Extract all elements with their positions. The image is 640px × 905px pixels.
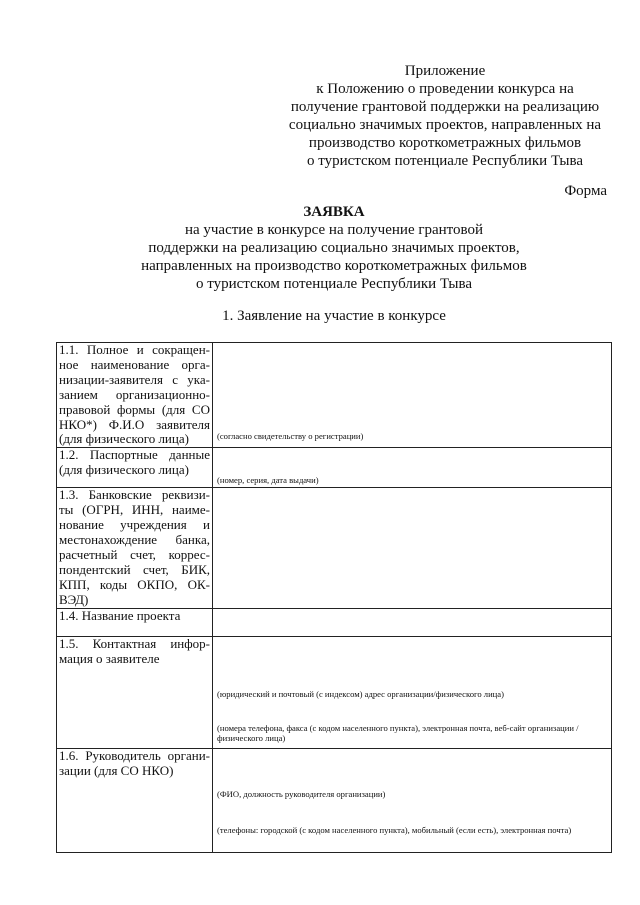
label-line: мация о заявителе — [59, 651, 160, 667]
label-line: занием организационно- — [59, 386, 210, 402]
heading-line: направленных на производство короткометражных фильмов — [141, 258, 527, 274]
entry-field-passport[interactable] — [213, 448, 612, 488]
label-line: (для физического лица) — [59, 431, 189, 447]
field-hint: (согласно свидетельству о регистрации) — [217, 431, 364, 441]
field-hint: (номер, серия, дата выдачи) — [217, 475, 319, 486]
label-line: НКО*) Ф.И.О заявителя — [59, 416, 210, 432]
label-line: пондентский счет, БИК, — [59, 561, 210, 577]
field-hint: (телефоны: городской (с кодом населенного пункта), мобильный (если есть), электронная почта) — [217, 825, 572, 836]
label-line: ное наименование орга- — [59, 356, 210, 372]
application-table — [56, 342, 612, 853]
appendix-line: получение грантовой поддержки на реализацию — [290, 99, 600, 115]
field-hint: (ФИО, должность руководителя организации) — [217, 789, 386, 800]
label-line: нование учреждения и — [59, 517, 210, 533]
appendix-line: к Положению о проведении конкурса на — [316, 81, 574, 97]
label-line: 1.3. Банковские реквизи- — [59, 487, 210, 503]
row-label — [57, 488, 213, 609]
label-line: правовой формы (для СО — [59, 401, 210, 417]
table-row — [57, 448, 612, 488]
table-row — [57, 609, 612, 637]
field-hint: (юридический и почтовый (с индексом) адрес организации/физического лица) — [217, 689, 504, 700]
row-label — [57, 343, 213, 448]
appendix-header — [270, 62, 620, 170]
label-line: 1.1. Полное и сокращен- — [59, 342, 210, 357]
heading-line: о туристском потенциале Республики Тыва — [195, 276, 472, 292]
label-line: КПП, коды ОКПО, ОК- — [59, 576, 210, 592]
appendix-line: Приложение — [404, 63, 486, 79]
entry-field-project-name[interactable] — [213, 609, 612, 637]
label-line: ВЭД) — [59, 591, 89, 607]
row-label — [57, 637, 213, 749]
heading-line: на участие в конкурсе на получение грантовой — [184, 222, 484, 238]
table-row — [57, 749, 612, 853]
document-heading — [0, 203, 640, 293]
label-line: 1.5. Контактная инфор- — [59, 636, 210, 652]
label-line: 1.4. Название проекта — [59, 608, 181, 624]
field-hint: (номера телефона, факса (с кодом населенного пункта), электронная почта, веб-сайт организации /физического лица) — [217, 723, 579, 744]
label-line: низации-заявителя с ука- — [59, 371, 210, 387]
heading-line: поддержки на реализацию социально значимых проектов, — [148, 240, 520, 256]
label-line: расчетный счет, коррес- — [59, 546, 210, 562]
label-line: зации (для СО НКО) — [59, 763, 174, 779]
document-title: ЗАЯВКА — [303, 204, 365, 220]
form-label: Форма — [564, 183, 607, 199]
row-label — [57, 609, 213, 637]
appendix-line: о туристском потенциале Республики Тыва — [306, 153, 583, 169]
row-label — [57, 448, 213, 488]
label-line: 1.6. Руководитель органи- — [59, 748, 210, 764]
label-line: 1.2. Паспортные данные — [59, 447, 210, 463]
label-line: (для физического лица) — [59, 462, 189, 478]
row-label — [57, 749, 213, 853]
appendix-line: социально значимых проектов, направленных на — [288, 117, 602, 133]
entry-field-head[interactable] — [213, 749, 612, 853]
label-line: местонахождение банка, — [59, 532, 210, 548]
entry-field-contacts[interactable] — [213, 637, 612, 749]
entry-field-bank-details[interactable] — [213, 488, 612, 609]
label-line: ты (ОГРН, ИНН, наиме- — [59, 502, 210, 518]
table-row — [57, 637, 612, 749]
appendix-line: производство короткометражных фильмов — [308, 135, 582, 151]
section-title: 1. Заявление на участие в конкурсе — [222, 308, 446, 324]
table-row — [57, 488, 612, 609]
entry-field-org-name[interactable] — [213, 343, 612, 448]
table-row — [57, 343, 612, 448]
